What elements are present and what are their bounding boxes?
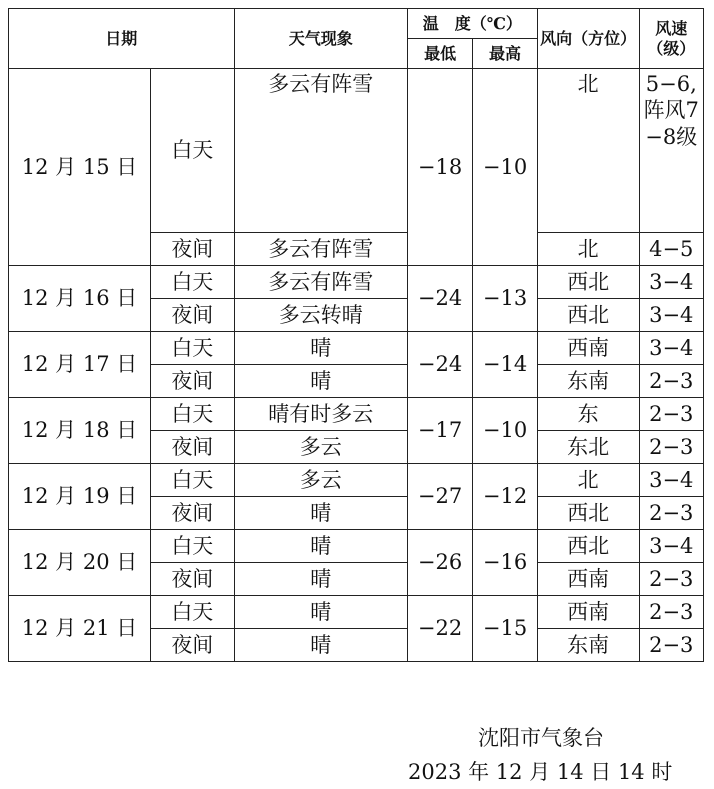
- wind-speed-cell: 3−4: [639, 530, 704, 563]
- period-cell: 夜间: [151, 629, 235, 662]
- date-cell: 12 月 16 日: [9, 266, 151, 332]
- temp-min-cell: −18: [407, 69, 472, 266]
- header-wind-speed: 风速（级）: [639, 9, 704, 69]
- date-cell: 12 月 19 日: [9, 464, 151, 530]
- period-cell: 夜间: [151, 233, 235, 266]
- table-row: [9, 69, 704, 233]
- weather-cell: 晴: [234, 629, 407, 662]
- period-cell: 白天: [151, 398, 235, 431]
- table-row: [9, 464, 704, 497]
- weather-cell: 晴: [234, 530, 407, 563]
- temp-min-cell: −17: [407, 398, 472, 464]
- weather-cell: 多云: [234, 431, 407, 464]
- wind-speed-cell: 3−4: [639, 266, 704, 299]
- wind-direction-cell: 西北: [537, 266, 639, 299]
- wind-direction-cell: 西北: [537, 530, 639, 563]
- date-cell: 12 月 21 日: [9, 596, 151, 662]
- wind-direction-cell: 西南: [537, 332, 639, 365]
- wind-speed-cell: 5−6,阵风7−8级: [639, 69, 704, 233]
- wind-direction-cell: 北: [537, 69, 639, 233]
- wind-speed-cell: 2−3: [639, 629, 704, 662]
- wind-direction-cell: 北: [537, 233, 639, 266]
- header-wind-direction: 风向（方位）: [537, 9, 639, 69]
- wind-direction-cell: 东南: [537, 365, 639, 398]
- weather-cell: 多云有阵雪: [234, 233, 407, 266]
- date-cell: 12 月 15 日: [9, 69, 151, 266]
- wind-direction-cell: 东北: [537, 431, 639, 464]
- table-row: [9, 332, 704, 365]
- header-temp-min: 最低: [407, 39, 472, 69]
- temp-min-cell: −24: [407, 332, 472, 398]
- temp-min-cell: −24: [407, 266, 472, 332]
- wind-speed-cell: 3−4: [639, 464, 704, 497]
- wind-direction-cell: 东南: [537, 629, 639, 662]
- temp-max-cell: −16: [473, 530, 537, 596]
- forecast-table: [8, 8, 704, 662]
- weather-cell: 晴: [234, 332, 407, 365]
- header-temperature: 温 度（℃）: [407, 9, 537, 39]
- header-row: [9, 9, 704, 39]
- wind-speed-cell: 3−4: [639, 299, 704, 332]
- temp-max-cell: −10: [473, 398, 537, 464]
- wind-direction-cell: 西北: [537, 299, 639, 332]
- date-cell: 12 月 20 日: [9, 530, 151, 596]
- period-cell: 白天: [151, 464, 235, 497]
- period-cell: 白天: [151, 530, 235, 563]
- temp-min-cell: −26: [407, 530, 472, 596]
- weather-cell: 晴: [234, 497, 407, 530]
- wind-direction-cell: 北: [537, 464, 639, 497]
- issued-time: 2023 年 12 月 14 日 14 时: [408, 760, 673, 784]
- header-date: 日期: [9, 9, 235, 69]
- weather-cell: 多云转晴: [234, 299, 407, 332]
- temp-min-cell: −22: [407, 596, 472, 662]
- temp-min-cell: −27: [407, 464, 472, 530]
- wind-speed-cell: 2−3: [639, 365, 704, 398]
- weather-cell: 晴: [234, 563, 407, 596]
- table-row: [9, 266, 704, 299]
- weather-cell: 晴有时多云: [234, 398, 407, 431]
- period-cell: 夜间: [151, 497, 235, 530]
- wind-speed-cell: 2−3: [639, 596, 704, 629]
- date-cell: 12 月 17 日: [9, 332, 151, 398]
- wind-direction-cell: 西北: [537, 497, 639, 530]
- temp-max-cell: −10: [473, 69, 537, 266]
- temp-max-cell: −14: [473, 332, 537, 398]
- period-cell: 白天: [151, 69, 235, 233]
- weather-cell: 多云: [234, 464, 407, 497]
- issuer-name: 沈阳市气象台: [478, 726, 604, 750]
- wind-direction-cell: 东: [537, 398, 639, 431]
- header-temp-max: 最高: [473, 39, 537, 69]
- period-cell: 白天: [151, 596, 235, 629]
- temp-max-cell: −15: [473, 596, 537, 662]
- wind-speed-cell: 4−5: [639, 233, 704, 266]
- wind-speed-cell: 2−3: [639, 431, 704, 464]
- table-row: [9, 398, 704, 431]
- weather-cell: 晴: [234, 365, 407, 398]
- temp-max-cell: −13: [473, 266, 537, 332]
- weather-cell: 多云有阵雪: [234, 266, 407, 299]
- period-cell: 夜间: [151, 563, 235, 596]
- date-cell: 12 月 18 日: [9, 398, 151, 464]
- table-row: [9, 596, 704, 629]
- wind-speed-cell: 2−3: [639, 398, 704, 431]
- period-cell: 夜间: [151, 365, 235, 398]
- temp-max-cell: −12: [473, 464, 537, 530]
- wind-direction-cell: 西南: [537, 563, 639, 596]
- period-cell: 夜间: [151, 431, 235, 464]
- weather-cell: 晴: [234, 596, 407, 629]
- weather-cell: 多云有阵雪: [234, 69, 407, 233]
- table-row: [9, 530, 704, 563]
- wind-speed-cell: 3−4: [639, 332, 704, 365]
- period-cell: 夜间: [151, 299, 235, 332]
- wind-speed-cell: 2−3: [639, 497, 704, 530]
- wind-direction-cell: 西南: [537, 596, 639, 629]
- header-weather: 天气现象: [234, 9, 407, 69]
- period-cell: 白天: [151, 266, 235, 299]
- wind-speed-cell: 2−3: [639, 563, 704, 596]
- period-cell: 白天: [151, 332, 235, 365]
